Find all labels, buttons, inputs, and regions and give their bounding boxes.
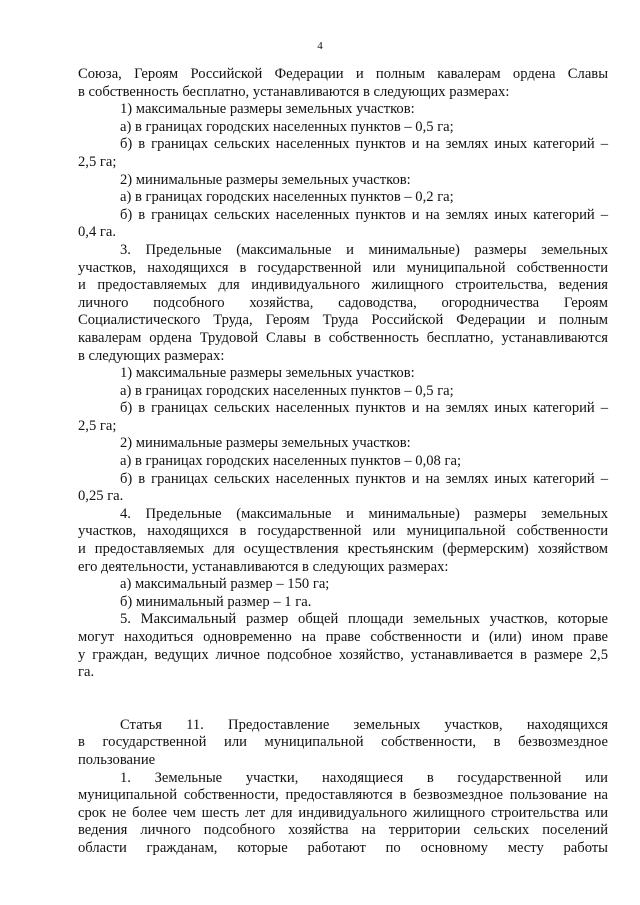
- text-line: пользование: [78, 751, 156, 768]
- text-line: муниципальной собственности, предоставляются в безвозмездное пользование на: [78, 787, 608, 804]
- text-line: в собственность бесплатно, устанавливаются в следующих размерах:: [78, 83, 510, 100]
- text-line: области гражданам, которые работают по основному месту работы: [78, 839, 608, 856]
- text-line: ведения личного подсобного хозяйства на территории сельских поселений: [78, 822, 608, 839]
- text-line: а) в границах городских населенных пунктов – 0,2 га;: [120, 189, 454, 206]
- text-line: а) в границах городских населенных пунктов – 0,5 га;: [120, 118, 454, 135]
- text-line: 5. Максимальный размер общей площади земельных участков, которые: [120, 611, 608, 628]
- section-gap: [78, 682, 608, 717]
- text-line: 1) максимальные размеры земельных участков:: [120, 101, 415, 118]
- text-line: личного подсобного хозяйства, садоводства, огородничества Героям: [78, 294, 608, 311]
- text-line: 3. Предельные (максимальные и минимальные) размеры земельных: [120, 241, 608, 258]
- text-line: б) в границах сельских населенных пунктов и на землях иных категорий –: [120, 136, 608, 153]
- text-line: кавалерам ордена Трудовой Славы в собственность бесплатно, устанавливаются: [78, 329, 608, 346]
- text-line: в следующих размерах:: [78, 347, 225, 364]
- text-line: га.: [78, 664, 95, 681]
- text-line: 1. Земельные участки, находящиеся в государственной или: [120, 769, 608, 786]
- text-line: б) в границах сельских населенных пунктов и на землях иных категорий –: [120, 206, 608, 223]
- text-line: 0,4 га.: [78, 224, 117, 241]
- text-line: а) максимальный размер – 150 га;: [120, 576, 330, 593]
- text-line: а) в границах городских населенных пунктов – 0,5 га;: [120, 382, 454, 399]
- text-line: Социалистического Труда, Героям Труда Российской Федерации и полным: [78, 312, 608, 329]
- text-line: б) минимальный размер – 1 га.: [120, 593, 312, 610]
- text-line: и предоставляемых для индивидуального жилищного строительства, ведения: [78, 277, 608, 294]
- text-line: 4. Предельные (максимальные и минимальные) размеры земельных: [120, 505, 608, 522]
- text-line: 2) минимальные размеры земельных участков:: [120, 435, 411, 452]
- text-line: и предоставляемых для осуществления крестьянским (фермерским) хозяйством: [78, 541, 608, 558]
- page-number: 4: [317, 40, 323, 52]
- text-line: 0,25 га.: [78, 488, 124, 505]
- text-line: могут находиться одновременно на праве собственности и (или) ином праве: [78, 629, 608, 645]
- text-line: Статья 11. Предоставление земельных участков, находящихся: [120, 716, 608, 733]
- text-line: участков, находящихся в государственной или муниципальной собственности: [78, 259, 608, 276]
- text-line: у граждан, ведущих личное подсобное хозяйство, устанавливается в размере 2,5: [78, 646, 608, 663]
- text-line: б) в границах сельских населенных пунктов и на землях иных категорий –: [120, 470, 608, 487]
- text-line: его деятельности, устанавливаются в следующих размерах:: [78, 558, 449, 575]
- text-line: а) в границах городских населенных пунктов – 0,08 га;: [120, 453, 462, 470]
- document-body: [78, 66, 608, 858]
- text-line: 2,5 га;: [78, 153, 117, 170]
- text-line: б) в границах сельских населенных пунктов и на землях иных категорий –: [120, 400, 608, 417]
- text-line: участков, находящихся в государственной или муниципальной собственности: [78, 523, 608, 540]
- text-line: в государственной или муниципальной собственности, в безвозмездное: [78, 734, 608, 751]
- text-line: 2) минимальные размеры земельных участков:: [120, 171, 411, 188]
- text-line: 1) максимальные размеры земельных участков:: [120, 365, 415, 382]
- text-line: Союза, Героям Российской Федерации и полным кавалерам ордена Славы: [78, 66, 608, 82]
- text-line: 2,5 га;: [78, 417, 117, 434]
- text-line: срок не более чем шесть лет для индивидуального жилищного строительства или: [78, 804, 608, 821]
